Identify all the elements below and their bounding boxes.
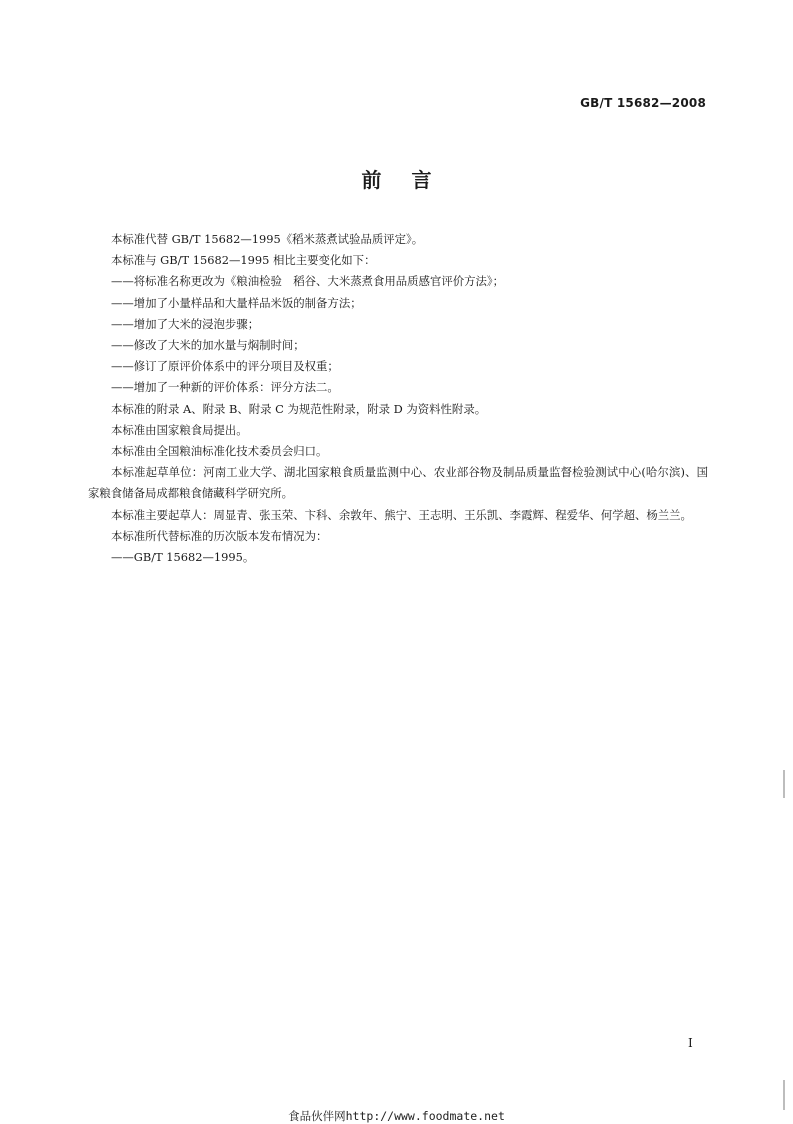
page-number: I xyxy=(688,1036,693,1050)
page-title: 前言 xyxy=(361,168,462,192)
paragraph-previous-editions: 本标准所代替标准的历次版本发布情况为： xyxy=(111,528,328,543)
paragraph-proposed-by: 本标准由国家粮食局提出。 xyxy=(111,422,248,437)
paragraph-annexes: 本标准的附录 A、附录 B、附录 C 为规范性附录，附录 D 为资料性附录。 xyxy=(111,401,487,416)
paragraph-changes-intro: 本标准与 GB/T 15682—1995 相比主要变化如下： xyxy=(111,253,376,268)
change-item: ——增加了一种新的评价体系：评分方法二。 xyxy=(111,380,339,395)
change-item: ——将标准名称更改为《粮油检验 稻谷、大米蒸煮食用品质感官评价方法》； xyxy=(111,274,504,289)
foreword-body xyxy=(88,229,708,568)
paragraph-drafting-units: 本标准起草单位：河南工业大学、湖北国家粮食质量监测中心、农业部谷物及制品质量监督检验测试中心(哈尔滨)、国家粮食储备局成都粮食储藏科学研究所。 xyxy=(88,465,708,501)
paragraph-under-jurisdiction: 本标准由全国粮油标准化技术委员会归口。 xyxy=(111,444,328,459)
scan-edge-mark xyxy=(783,1080,785,1110)
change-item: ——修订了原评价体系中的评分项目及权重； xyxy=(111,359,339,374)
change-item: ——修改了大米的加水量与焖制时间； xyxy=(111,338,305,353)
paragraph-drafters: 本标准主要起草人：周显青、张玉荣、卞科、余敦年、熊宁、王志明、王乐凯、李霞辉、程爱华、何学超、杨兰兰。 xyxy=(111,507,692,522)
scan-edge-mark xyxy=(783,770,785,798)
change-item: ——增加了大米的浸泡步骤； xyxy=(111,316,260,331)
paragraph-replaces: 本标准代替 GB/T 15682—1995《稻米蒸煮试验品质评定》。 xyxy=(111,232,424,246)
footer-watermark: 食品伙伴网http://www.foodmate.net xyxy=(288,1109,505,1123)
standard-code: GB/T 15682—2008 xyxy=(580,96,706,110)
change-item: ——增加了小量样品和大量样品米饭的制备方法； xyxy=(111,295,362,310)
previous-edition-item: ——GB/T 15682—1995。 xyxy=(111,550,255,565)
